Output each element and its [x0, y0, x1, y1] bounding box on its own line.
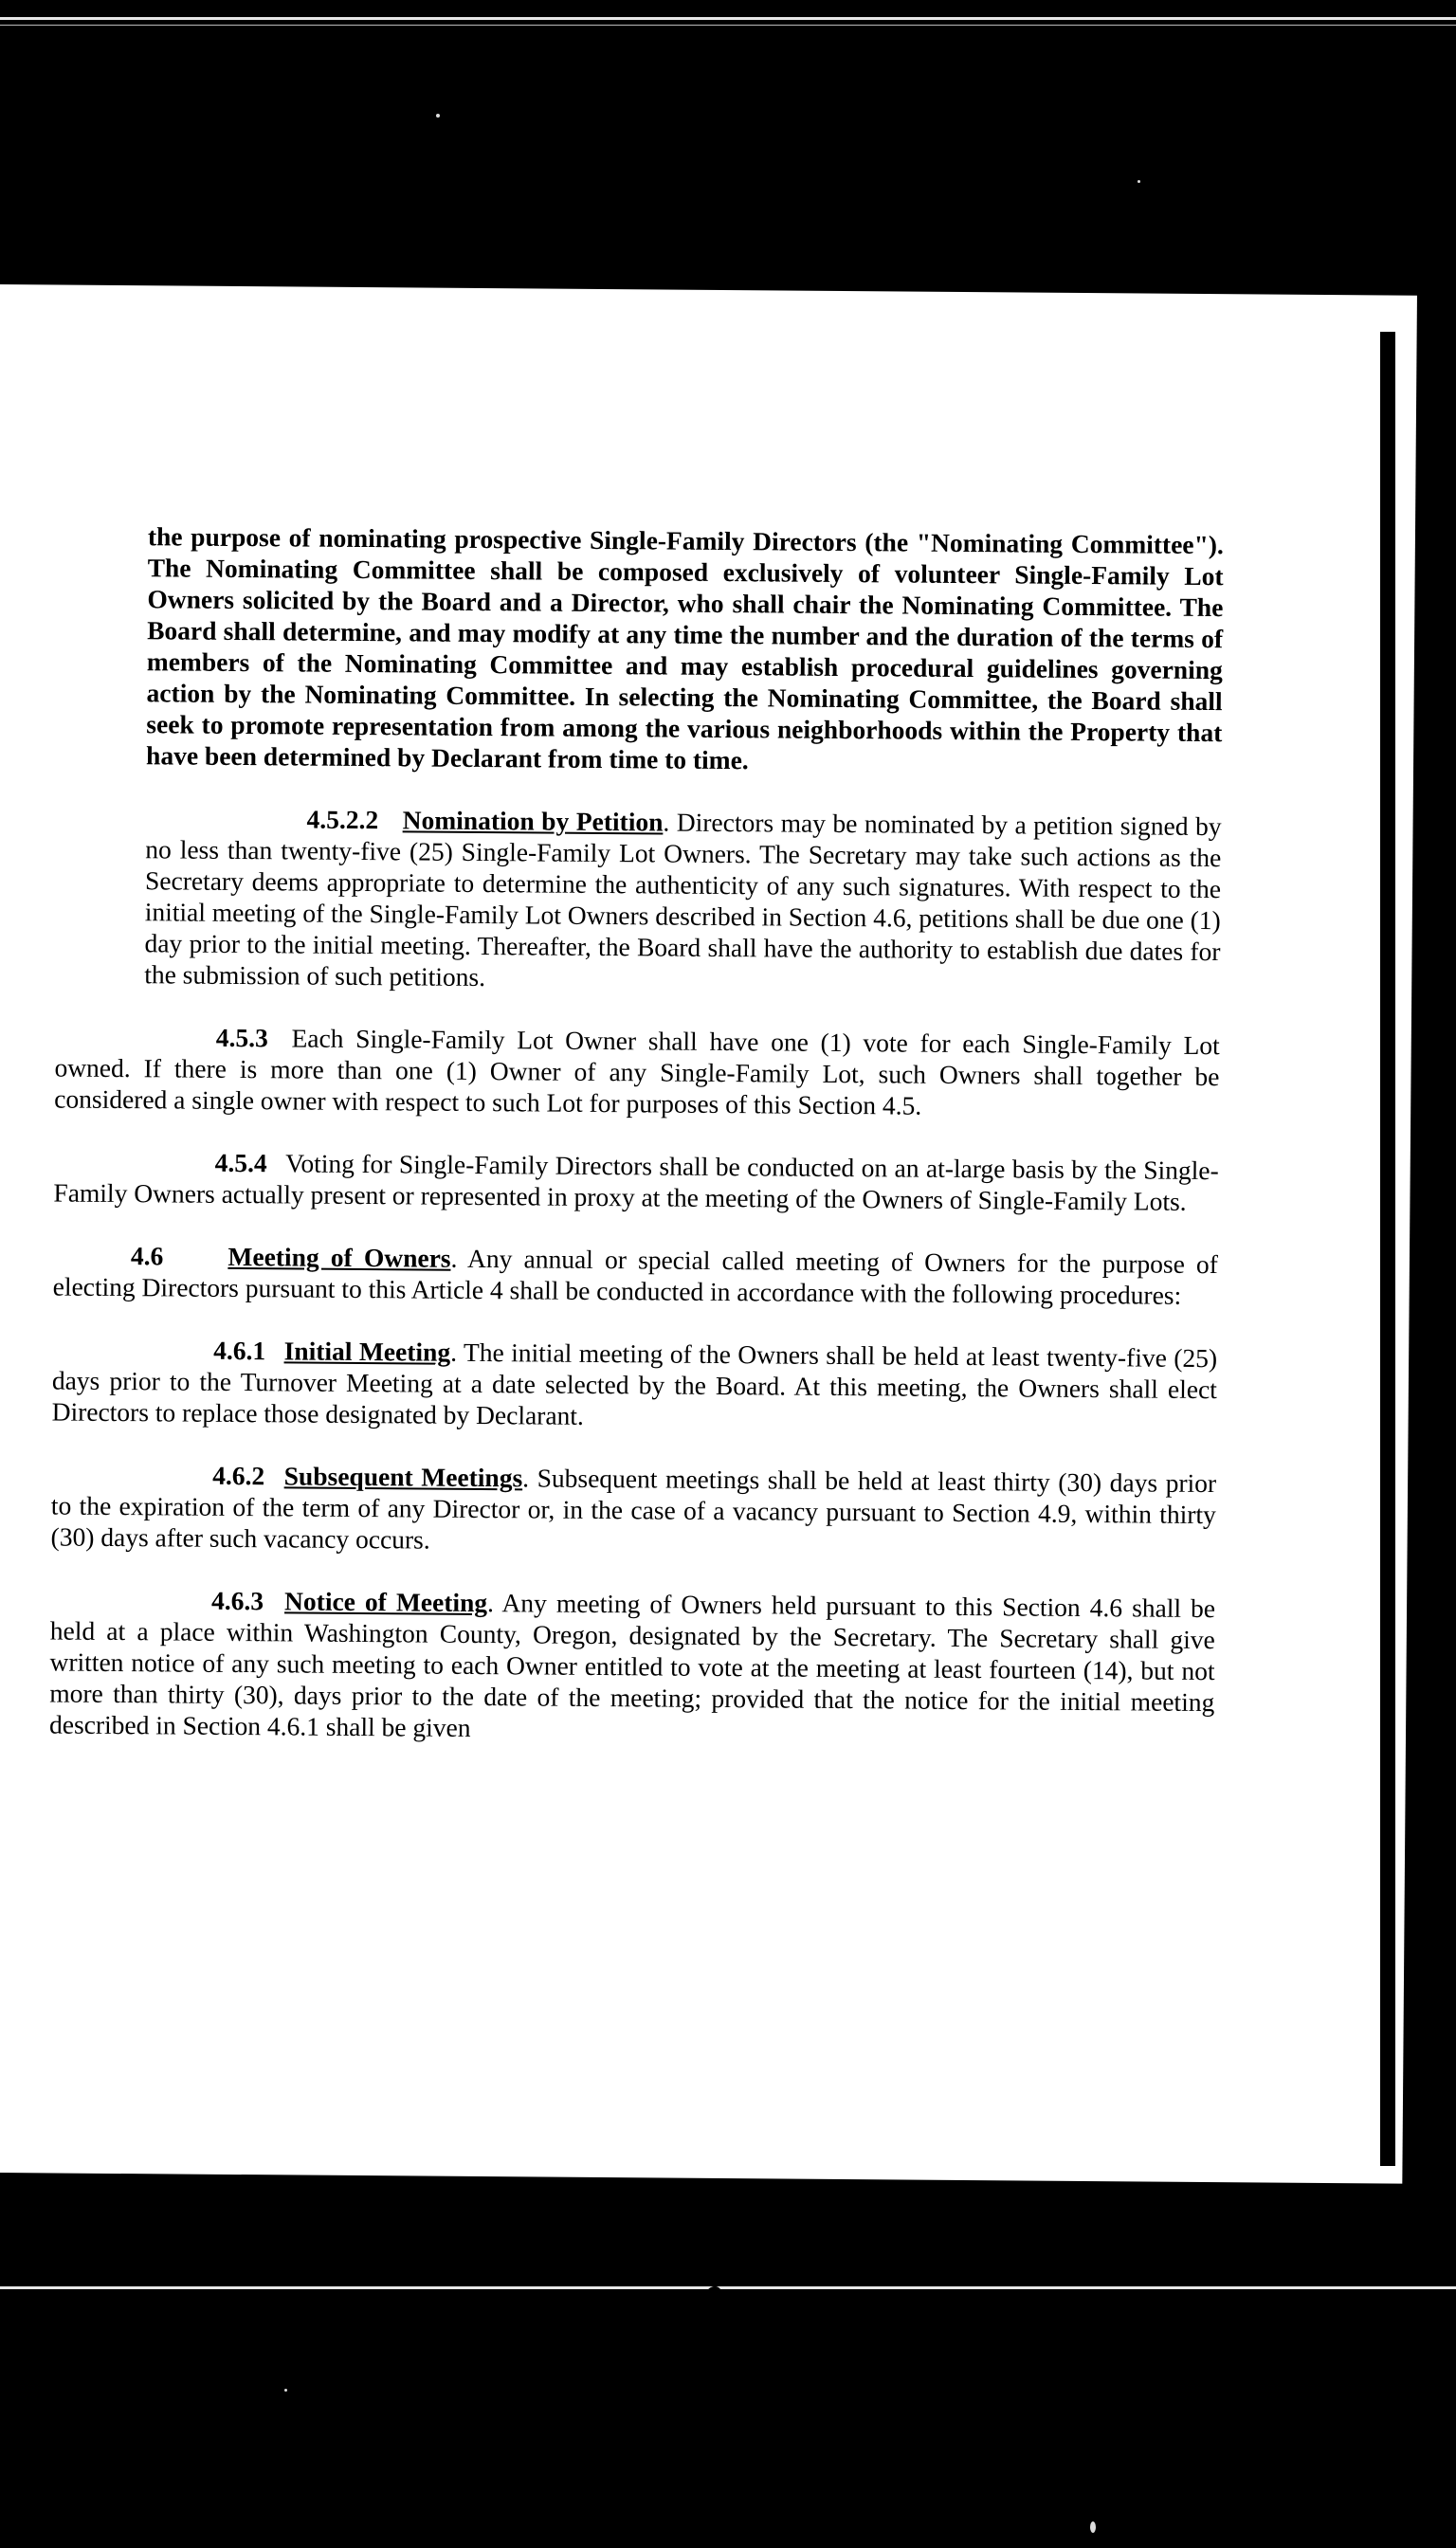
section-4-5-2-2	[144, 802, 1222, 998]
section-number: 4.5.3	[215, 1022, 268, 1053]
page-body	[48, 520, 1225, 1749]
section-title: Notice of Meeting	[284, 1586, 488, 1618]
scan-border-top	[0, 17, 1456, 20]
section-number: 4.5.4	[214, 1147, 267, 1178]
section-number: 4.6	[130, 1241, 164, 1271]
scan-border-top-thin	[0, 25, 1456, 26]
section-number: 4.6.1	[213, 1335, 266, 1366]
section-4-6-2	[50, 1458, 1216, 1561]
section-number: 4.6.2	[212, 1460, 265, 1491]
scan-speck	[436, 114, 440, 118]
footer-page-title: PAGE 4. AMENDED AND RESTATED BYLAWS	[126, 2236, 711, 2271]
section-title: Nomination by Petition	[402, 805, 664, 837]
section-title: Initial Meeting	[283, 1336, 451, 1367]
section-title: Subsequent Meetings	[283, 1461, 523, 1493]
document-page	[0, 284, 1417, 2375]
paragraph-text: the purpose of nominating prospective Single-Family Directors (the "Nominating Committee"). The Nominating Committee shall be composed exclusively of volunteer Single-Family Lot Owners solicited by the Board and a Director, who shall chair the Nominating Committee. The Board shall determine, and may modify at any time the number and the duration of the terms of members of the Nominating Committee and may establish procedural guidelines governing action by the Nominating Committee. In selecting the Nominating Committee, the Board shall seek to promote representation from among the various neighborhoods within the Property that have been determined by Declarant from time to time.	[145, 521, 1225, 775]
scan-speck	[284, 2389, 287, 2392]
section-text: Each Single-Family Lot Owner shall have one (1) vote for each Single-Family Lot owned. If there is more than one (1) Owner of any Single-Family Lot, such Owners shall together be considered a single owner with respect to such Lot for purposes of this Section 4.5.	[54, 1023, 1220, 1120]
handwritten-page-total: /10	[661, 2278, 734, 2339]
scan-border-bottom	[0, 2286, 1456, 2289]
section-text: . The initial meeting of the Owners shall be held at least twenty-five (25) days prior to the Turnover Meeting at a date selected by the Board. At this meeting, the Owners shall elect Directors to replace those designated by Declarant.	[51, 1337, 1218, 1430]
section-title: Meeting of Owners	[228, 1241, 451, 1273]
page-edge-shadow	[1380, 332, 1395, 2166]
page-footer	[126, 2236, 1208, 2271]
section-4-6-1	[52, 1333, 1218, 1436]
section-number: 4.5.2.2	[306, 804, 379, 835]
scan-speck	[1138, 180, 1140, 183]
nominating-committee-paragraph	[146, 520, 1224, 779]
section-4-5-4	[53, 1145, 1218, 1217]
scan-speck	[1090, 2521, 1096, 2533]
footer-file-path: MURRAYHILL\PSR\Bylaws.003	[1014, 2252, 1208, 2270]
section-text: Voting for Single-Family Directors shall be conducted on an at-large basis by the Single-Family Owners actually present or represented in proxy at the meeting of the Owners of Single-Family Lots.	[53, 1148, 1219, 1216]
section-text: . Directors may be nominated by a petition signed by no less than twenty-five (25) Single-Family Lot Owners. The Secretary may take such actions as the Secretary deems appropriate to determine the authenticity of any such signatures. With respect to the initial meeting of the Single-Family Lot Owners described in Section 4.6, petitions shall be due one (1) day prior to the initial meeting. Thereafter, the Board shall have the authority to establish due dates for the submission of such petitions.	[144, 807, 1222, 992]
section-text: . Any annual or special called meeting of Owners for the purpose of electing Directors pursuant to this Article 4 shall be conducted in accordance with the following procedures:	[52, 1243, 1219, 1310]
section-number: 4.6.3	[210, 1585, 264, 1616]
section-4-6	[53, 1239, 1218, 1311]
section-text: . Any meeting of Owners held pursuant to this Section 4.6 shall be held at a place within Washington County, Oregon, designated by the Secretary. The Secretary shall give written notice of any such meeting to each Owner entitled to vote at the meeting at least fourteen (14), but not more than thirty (30), days prior to the date of the meeting; provided that the notice for the initial meeting described in Section 4.6.1 shall be given	[48, 1588, 1216, 1742]
section-text: . Subsequent meetings shall be held at least thirty (30) days prior to the expiration of the term of any Director or, in the case of a vacancy pursuant to Section 4.9, within thirty (30) days after such vacancy occurs.	[50, 1463, 1217, 1555]
handwritten-page-number: 5	[590, 2288, 639, 2375]
section-4-6-3	[49, 1583, 1215, 1749]
section-4-5-3	[54, 1020, 1220, 1123]
